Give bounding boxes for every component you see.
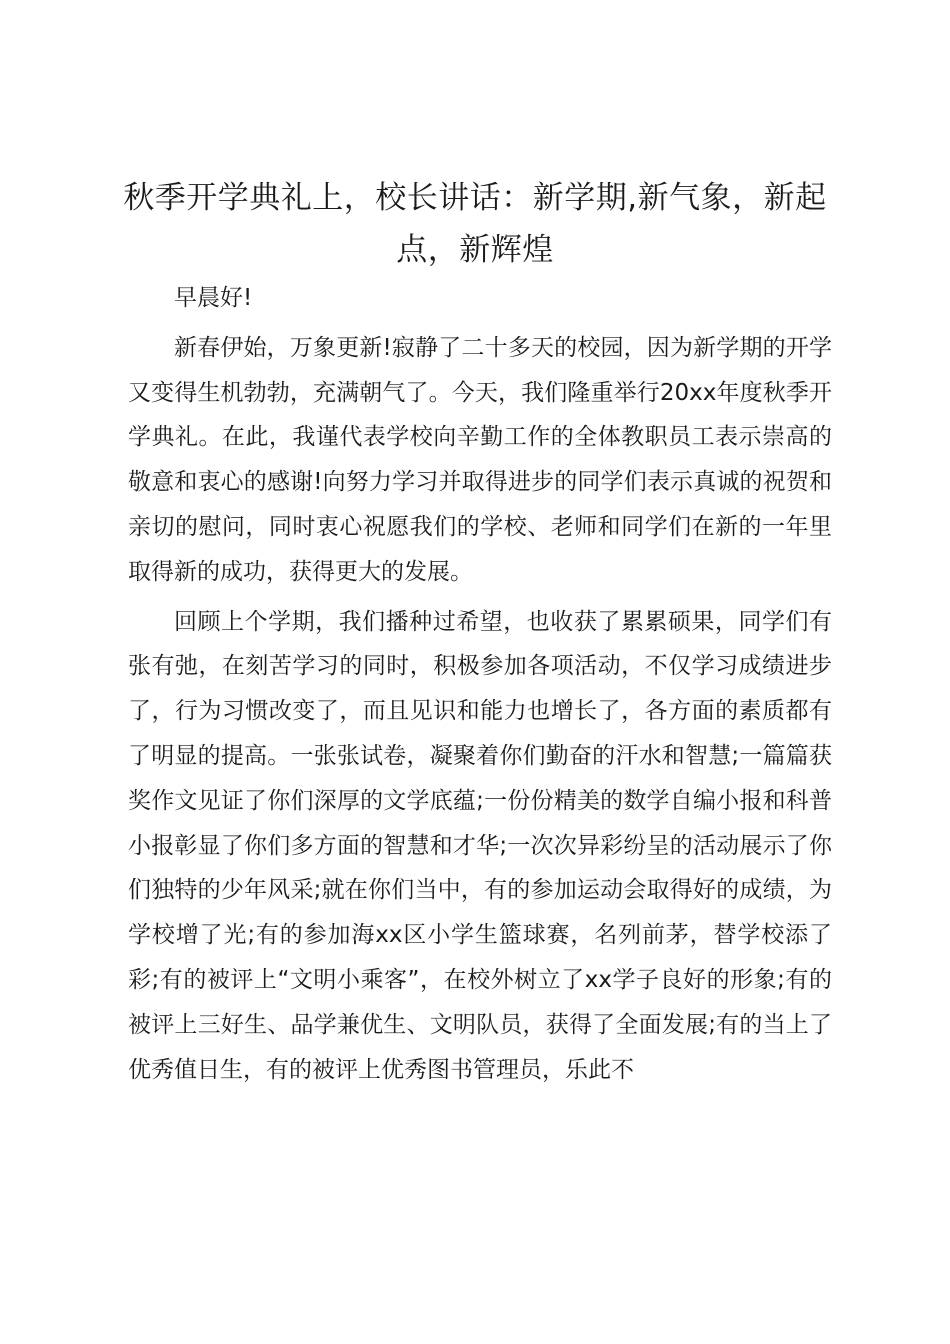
body-paragraph: 新春伊始，万象更新!寂静了二十多天的校园，因为新学期的开学又变得生机勃勃，充满朝气了。今天，我们隆重举行20xx年度秋季开学典礼。在此，我谨代表学校向辛勤工作的全体教职员工表示崇高的敬意和衷心的感谢!向努力学习并取得进步的同学们表示真诚的祝贺和亲切的慰问，同时衷心祝愿我们的学校、老师和同学们在新的一年里取得新的成功，获得更大的发展。 [128, 334, 832, 585]
document-body [128, 276, 832, 1092]
document-title: 秋季开学典礼上，校长讲话：新学期,新气象，新起点，新辉煌 [123, 180, 827, 268]
body-paragraph: 回顾上个学期，我们播种过希望，也收获了累累硕果，同学们有张有弛，在刻苦学习的同时，积极参加各项活动，不仅学习成绩进步了，行为习惯改变了，而且见识和能力也增长了，各方面的素质都有了明显的提高。一张张试卷，凝聚着你们勤奋的汗水和智慧;一篇篇获奖作文见证了你们深厚的文学底蕴;一份份精美的数学自编小报和科普小报彰显了你们多方面的智慧和才华;一次次异彩纷呈的活动展示了你们独特的少年风采;就在你们当中，有的参加运动会取得好的成绩，为学校增了光;有的参加海xx区小学生篮球赛，名列前茅，替学校添了彩;有的被评上“文明小乘客”，在校外树立了xx学子良好的形象;有的被评上三好生、品学兼优生、文明队员，获得了全面发展;有的当上了优秀值日生，有的被评上优秀图书管理员，乐此不 [128, 608, 832, 1083]
greeting-paragraph: 早晨好! [174, 285, 253, 311]
